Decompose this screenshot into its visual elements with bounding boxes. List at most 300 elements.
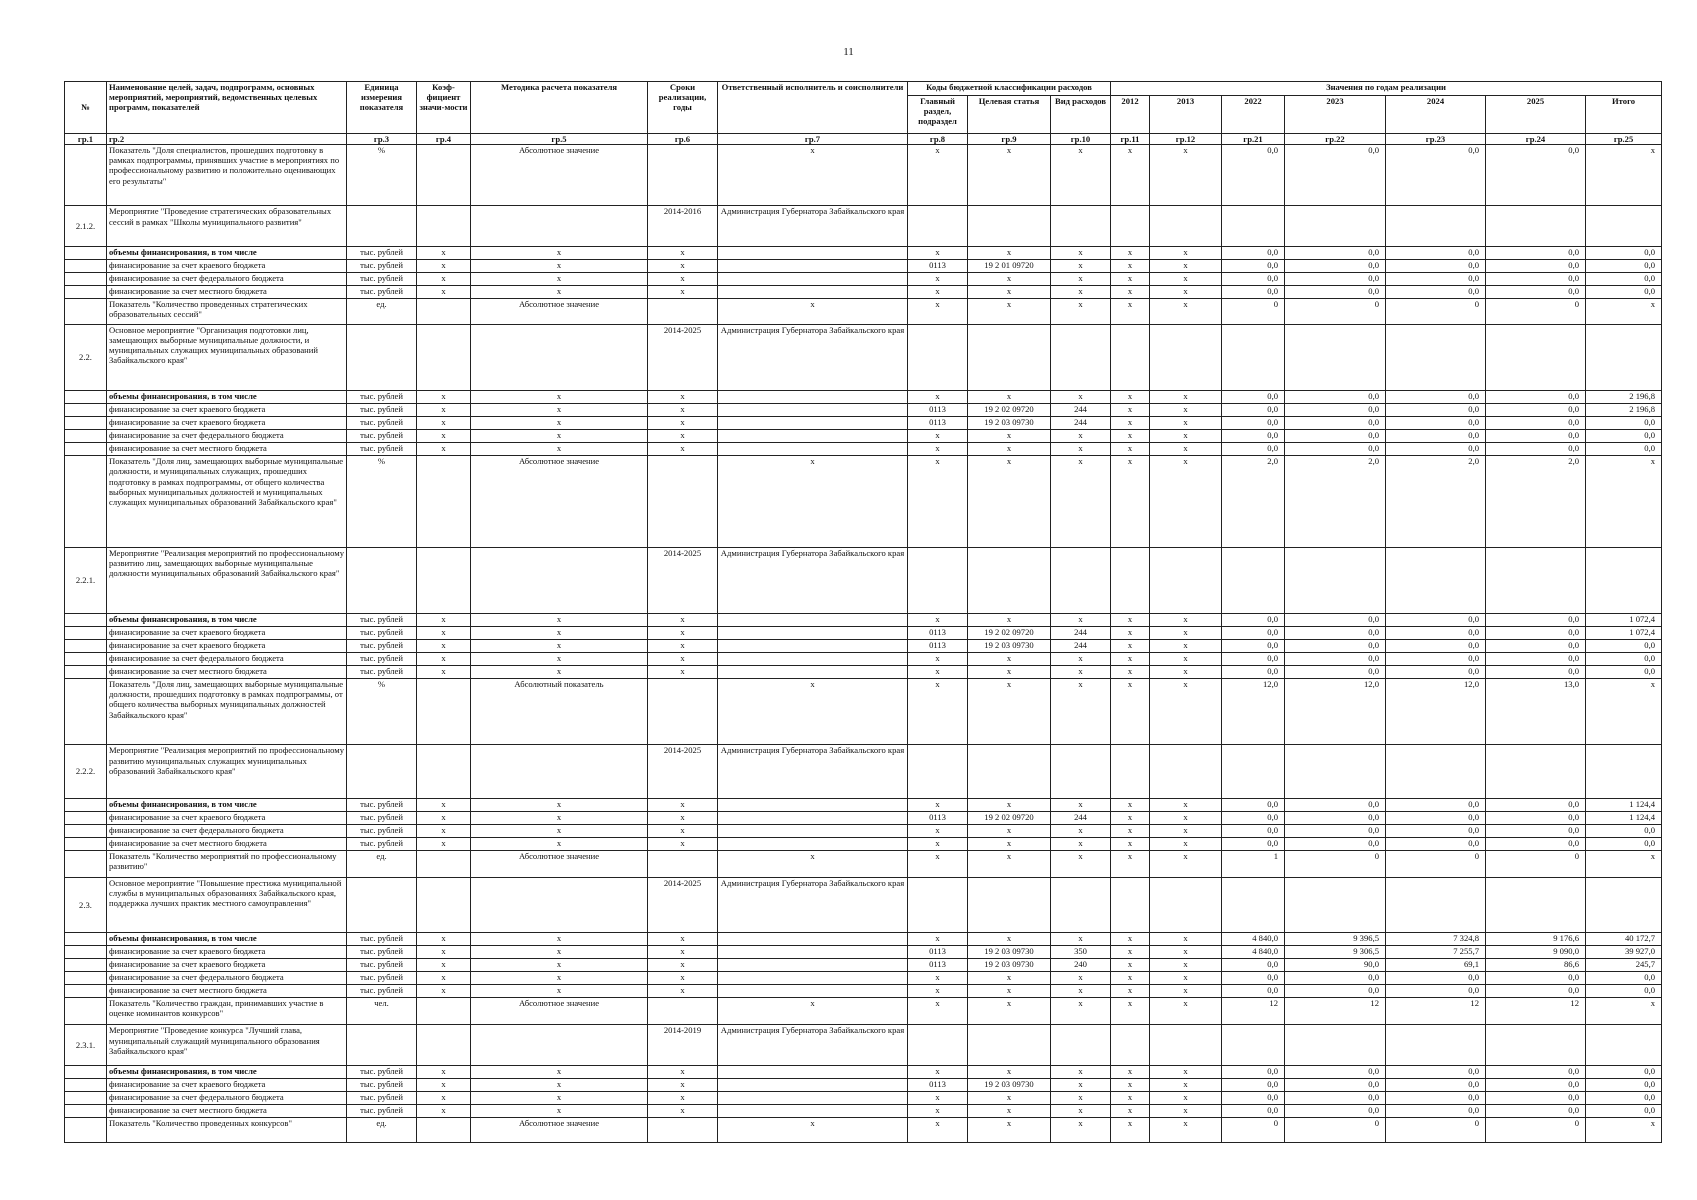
kbk-article-cell: x [968, 1104, 1051, 1117]
terms-cell: x [648, 1104, 718, 1117]
terms-cell: x [648, 259, 718, 272]
value-2025-cell: 0,0 [1486, 824, 1586, 837]
row-name-cell: Основное мероприятие "Повышение престижа муниципальной службы в муниципальных образованиях Забайкальского края, поддержка лучших практик местного самоуправления" [107, 877, 347, 932]
table-row [65, 246, 1662, 259]
row-number-cell [65, 1091, 107, 1104]
page-number: 11 [843, 46, 854, 58]
method-cell: Абсолютное значение [471, 998, 648, 1025]
row-number-cell [65, 1104, 107, 1117]
row-number-cell [65, 972, 107, 985]
value-2012-cell [1111, 877, 1150, 932]
unit-cell: тыс. рублей [347, 404, 417, 417]
executor-cell: x [718, 679, 908, 745]
value-2023-cell: 2,0 [1285, 456, 1386, 547]
value-2025-cell [1486, 206, 1586, 246]
value-2025-cell: 0,0 [1486, 985, 1586, 998]
row-number-cell [65, 1065, 107, 1078]
value-2025-cell: 0,0 [1486, 1078, 1586, 1091]
value-2023-cell: 0,0 [1285, 824, 1386, 837]
terms-cell [648, 298, 718, 324]
unit-cell: % [347, 679, 417, 745]
value-2013-cell: x [1150, 811, 1222, 824]
value-2025-cell: 0,0 [1486, 246, 1586, 259]
unit-cell: тыс. рублей [347, 259, 417, 272]
value-2023-cell: 0,0 [1285, 972, 1386, 985]
value-2013-cell: x [1150, 972, 1222, 985]
kbk-type-cell: x [1051, 430, 1111, 443]
col-total-header: Итого [1586, 96, 1662, 134]
kbk-main-cell: 0113 [908, 404, 968, 417]
value-total-cell: x [1586, 998, 1662, 1025]
coefficient-cell [417, 324, 471, 390]
value-2022-cell: 0,0 [1222, 1091, 1285, 1104]
unit-cell: % [347, 456, 417, 547]
value-2025-cell: 0,0 [1486, 145, 1586, 206]
value-2013-cell: x [1150, 837, 1222, 850]
unit-cell: % [347, 145, 417, 206]
terms-cell: x [648, 1078, 718, 1091]
value-2024-cell: 12 [1386, 998, 1486, 1025]
value-2025-cell: 0,0 [1486, 443, 1586, 456]
value-total-cell: 0,0 [1586, 972, 1662, 985]
value-2022-cell [1222, 547, 1285, 613]
group-number-cell: гр.24 [1486, 134, 1586, 145]
kbk-main-cell: x [908, 850, 968, 877]
kbk-type-cell: 244 [1051, 404, 1111, 417]
value-2023-cell [1285, 745, 1386, 798]
table-header [65, 82, 1662, 134]
executor-cell [718, 798, 908, 811]
kbk-article-cell: x [968, 837, 1051, 850]
value-2023-cell: 0,0 [1285, 1091, 1386, 1104]
coefficient-cell: x [417, 626, 471, 639]
value-2012-cell: x [1111, 145, 1150, 206]
value-2012-cell: x [1111, 404, 1150, 417]
kbk-main-cell: x [908, 298, 968, 324]
method-cell: x [471, 653, 648, 666]
method-cell: Абсолютное значение [471, 850, 648, 877]
terms-cell: x [648, 972, 718, 985]
method-cell [471, 1025, 648, 1065]
coefficient-cell: x [417, 430, 471, 443]
kbk-type-cell: x [1051, 837, 1111, 850]
coefficient-cell: x [417, 417, 471, 430]
value-2023-cell: 0,0 [1285, 639, 1386, 652]
value-2025-cell: 0,0 [1486, 626, 1586, 639]
coefficient-cell [417, 456, 471, 547]
value-total-cell: 0,0 [1586, 653, 1662, 666]
value-total-cell: 2 196,8 [1586, 391, 1662, 404]
row-number-cell [65, 430, 107, 443]
unit-cell: тыс. рублей [347, 933, 417, 946]
row-name-cell: Показатель "Доля лиц, замещающих выборные муниципальные должности, и муниципальных служащих, прошедших подготовку в рамках подпрограммы, от общего количества выборных муниципальных должностей и муниципальных служащих муниципальных образований Забайкальского края" [107, 456, 347, 547]
executor-cell [718, 1078, 908, 1091]
row-name-cell: объемы финансирования, в том числе [107, 1065, 347, 1078]
row-name-cell: финансирование за счет краевого бюджета [107, 259, 347, 272]
row-name-cell: Показатель "Количество проведенных стратегических образовательных сессий" [107, 298, 347, 324]
value-2023-cell: 0,0 [1285, 417, 1386, 430]
method-cell [471, 745, 648, 798]
kbk-main-cell: x [908, 798, 968, 811]
unit-cell [347, 1025, 417, 1065]
table-row [65, 613, 1662, 626]
coefficient-cell: x [417, 946, 471, 959]
row-number-cell [65, 145, 107, 206]
kbk-article-cell: x [968, 1065, 1051, 1078]
method-cell: x [471, 946, 648, 959]
row-number-cell [65, 456, 107, 547]
value-2025-cell [1486, 547, 1586, 613]
value-total-cell: x [1586, 1117, 1662, 1142]
value-total-cell: 1 072,4 [1586, 613, 1662, 626]
value-2025-cell: 12 [1486, 998, 1586, 1025]
row-number-cell: 2.3. [65, 877, 107, 932]
group-number-cell: гр.3 [347, 134, 417, 145]
value-2012-cell: x [1111, 456, 1150, 547]
coefficient-cell: x [417, 443, 471, 456]
kbk-type-cell: x [1051, 246, 1111, 259]
coefficient-cell [417, 206, 471, 246]
value-2022-cell: 4 840,0 [1222, 946, 1285, 959]
value-2025-cell: 0,0 [1486, 666, 1586, 679]
value-2023-cell: 0,0 [1285, 837, 1386, 850]
kbk-type-cell: 244 [1051, 811, 1111, 824]
row-name-cell: объемы финансирования, в том числе [107, 933, 347, 946]
table-row [65, 877, 1662, 932]
value-2022-cell [1222, 877, 1285, 932]
kbk-main-cell: x [908, 666, 968, 679]
unit-cell: тыс. рублей [347, 1091, 417, 1104]
method-cell: x [471, 626, 648, 639]
unit-cell: тыс. рублей [347, 272, 417, 285]
kbk-type-cell: x [1051, 798, 1111, 811]
group-number-cell: гр.5 [471, 134, 648, 145]
kbk-main-cell: 0113 [908, 259, 968, 272]
table-row [65, 298, 1662, 324]
value-2022-cell: 0,0 [1222, 391, 1285, 404]
value-2022-cell: 0 [1222, 298, 1285, 324]
row-name-cell: финансирование за счет краевого бюджета [107, 811, 347, 824]
terms-cell: x [648, 666, 718, 679]
value-2012-cell: x [1111, 933, 1150, 946]
value-2022-cell: 0,0 [1222, 837, 1285, 850]
kbk-main-cell: x [908, 837, 968, 850]
coefficient-cell: x [417, 837, 471, 850]
kbk-article-cell: x [968, 456, 1051, 547]
method-cell: x [471, 837, 648, 850]
row-number-cell [65, 998, 107, 1025]
kbk-article-cell: x [968, 272, 1051, 285]
method-cell: x [471, 259, 648, 272]
coefficient-cell: x [417, 404, 471, 417]
row-name-cell: Мероприятие "Реализация мероприятий по профессиональному развитию лиц, замещающих выборные муниципальные должности муниципальных образований Забайкальского края" [107, 547, 347, 613]
row-name-cell: Показатель "Доля специалистов, прошедших подготовку в рамках подпрограммы, принявших участие в мероприятиях по профессиональному развитию и положительно оценивающих его результаты" [107, 145, 347, 206]
value-2023-cell: 0 [1285, 850, 1386, 877]
value-2022-cell: 0 [1222, 1117, 1285, 1142]
unit-cell: тыс. рублей [347, 985, 417, 998]
value-2025-cell: 0,0 [1486, 285, 1586, 298]
row-name-cell: финансирование за счет федерального бюджета [107, 430, 347, 443]
value-total-cell: 0,0 [1586, 639, 1662, 652]
row-name-cell: финансирование за счет краевого бюджета [107, 639, 347, 652]
row-name-cell: объемы финансирования, в том числе [107, 798, 347, 811]
value-2022-cell: 12 [1222, 998, 1285, 1025]
value-2024-cell: 0,0 [1386, 391, 1486, 404]
unit-cell: тыс. рублей [347, 613, 417, 626]
table-row [65, 679, 1662, 745]
value-2013-cell: x [1150, 1104, 1222, 1117]
unit-cell: тыс. рублей [347, 811, 417, 824]
value-2025-cell: 0,0 [1486, 798, 1586, 811]
table-row [65, 1065, 1662, 1078]
kbk-type-cell [1051, 745, 1111, 798]
method-cell: x [471, 985, 648, 998]
row-number-cell [65, 443, 107, 456]
value-2013-cell: x [1150, 946, 1222, 959]
unit-cell [347, 206, 417, 246]
coefficient-cell: x [417, 272, 471, 285]
value-2013-cell: x [1150, 259, 1222, 272]
value-total-cell [1586, 745, 1662, 798]
value-2024-cell: 0,0 [1386, 404, 1486, 417]
table-row [65, 1104, 1662, 1117]
value-2013-cell [1150, 206, 1222, 246]
value-total-cell: 0,0 [1586, 246, 1662, 259]
executor-cell [718, 837, 908, 850]
coefficient-cell [417, 877, 471, 932]
executor-cell [718, 933, 908, 946]
table-row [65, 959, 1662, 972]
row-name-cell: финансирование за счет краевого бюджета [107, 404, 347, 417]
method-cell: Абсолютное значение [471, 456, 648, 547]
row-number-cell [65, 824, 107, 837]
col-2022-header: 2022 [1222, 96, 1285, 134]
terms-cell: x [648, 430, 718, 443]
executor-cell: Администрация Губернатора Забайкальского края [718, 1025, 908, 1065]
value-2024-cell: 0,0 [1386, 417, 1486, 430]
coefficient-cell [417, 998, 471, 1025]
terms-cell [648, 145, 718, 206]
value-2012-cell: x [1111, 946, 1150, 959]
executor-cell [718, 613, 908, 626]
value-2013-cell: x [1150, 246, 1222, 259]
coefficient-cell: x [417, 798, 471, 811]
unit-cell: тыс. рублей [347, 417, 417, 430]
table-row [65, 1091, 1662, 1104]
method-cell [471, 877, 648, 932]
value-total-cell [1586, 877, 1662, 932]
group-number-cell: гр.8 [908, 134, 968, 145]
kbk-article-cell: x [968, 443, 1051, 456]
value-2023-cell [1285, 547, 1386, 613]
method-cell: x [471, 430, 648, 443]
table-row [65, 391, 1662, 404]
table-row [65, 443, 1662, 456]
col-num-header: № [65, 82, 107, 134]
value-2022-cell: 0,0 [1222, 145, 1285, 206]
kbk-main-cell: x [908, 145, 968, 206]
unit-cell: тыс. рублей [347, 626, 417, 639]
kbk-type-cell: x [1051, 1065, 1111, 1078]
kbk-main-cell: x [908, 653, 968, 666]
executor-cell: x [718, 145, 908, 206]
group-number-cell: гр.11 [1111, 134, 1150, 145]
row-number-cell [65, 933, 107, 946]
value-2025-cell: 0,0 [1486, 259, 1586, 272]
method-cell: x [471, 959, 648, 972]
coefficient-cell [417, 679, 471, 745]
value-2022-cell: 0,0 [1222, 972, 1285, 985]
unit-cell [347, 547, 417, 613]
value-2024-cell: 0,0 [1386, 824, 1486, 837]
table-row [65, 285, 1662, 298]
value-2022-cell: 0,0 [1222, 272, 1285, 285]
kbk-article-cell: 19 2 03 09730 [968, 959, 1051, 972]
row-number-cell [65, 1117, 107, 1142]
kbk-main-cell: 0113 [908, 1078, 968, 1091]
value-total-cell: 0,0 [1586, 272, 1662, 285]
coefficient-cell: x [417, 811, 471, 824]
value-total-cell: 39 927,0 [1586, 946, 1662, 959]
row-number-cell [65, 959, 107, 972]
executor-cell: Администрация Губернатора Забайкальского края [718, 206, 908, 246]
value-2022-cell: 0,0 [1222, 1078, 1285, 1091]
terms-cell: x [648, 626, 718, 639]
kbk-type-cell: 240 [1051, 959, 1111, 972]
value-2022-cell: 0,0 [1222, 259, 1285, 272]
row-name-cell: финансирование за счет федерального бюджета [107, 653, 347, 666]
kbk-article-cell: x [968, 933, 1051, 946]
row-number-cell [65, 285, 107, 298]
row-name-cell: финансирование за счет местного бюджета [107, 837, 347, 850]
table-row [65, 811, 1662, 824]
executor-cell: x [718, 298, 908, 324]
value-2022-cell: 0,0 [1222, 246, 1285, 259]
unit-cell [347, 877, 417, 932]
method-cell: x [471, 1078, 648, 1091]
executor-cell [718, 972, 908, 985]
value-2025-cell: 0,0 [1486, 837, 1586, 850]
executor-cell: x [718, 1117, 908, 1142]
kbk-type-cell [1051, 877, 1111, 932]
value-2022-cell: 0,0 [1222, 443, 1285, 456]
value-2022-cell: 0,0 [1222, 798, 1285, 811]
row-number-cell [65, 653, 107, 666]
value-2012-cell: x [1111, 1117, 1150, 1142]
kbk-article-cell: x [968, 298, 1051, 324]
kbk-main-cell: x [908, 985, 968, 998]
kbk-type-cell: x [1051, 443, 1111, 456]
executor-cell [718, 404, 908, 417]
executor-cell: Администрация Губернатора Забайкальского края [718, 324, 908, 390]
unit-cell: тыс. рублей [347, 1078, 417, 1091]
value-total-cell: 1 124,4 [1586, 811, 1662, 824]
kbk-type-cell [1051, 324, 1111, 390]
executor-cell [718, 1104, 908, 1117]
row-number-cell [65, 850, 107, 877]
value-2024-cell: 7 255,7 [1386, 946, 1486, 959]
program-table [64, 81, 1662, 1143]
value-2022-cell: 2,0 [1222, 456, 1285, 547]
kbk-article-cell [968, 547, 1051, 613]
method-cell: x [471, 285, 648, 298]
kbk-main-cell: x [908, 391, 968, 404]
value-2025-cell [1486, 877, 1586, 932]
value-2023-cell: 0,0 [1285, 285, 1386, 298]
value-2012-cell: x [1111, 666, 1150, 679]
kbk-type-cell: 350 [1051, 946, 1111, 959]
value-2013-cell [1150, 547, 1222, 613]
kbk-type-cell: x [1051, 1117, 1111, 1142]
terms-cell: x [648, 959, 718, 972]
value-total-cell [1586, 1025, 1662, 1065]
method-cell [471, 547, 648, 613]
col-2013-header: 2013 [1150, 96, 1222, 134]
coefficient-cell: x [417, 1104, 471, 1117]
value-total-cell: 1 072,4 [1586, 626, 1662, 639]
table-row [65, 653, 1662, 666]
kbk-article-cell: x [968, 1091, 1051, 1104]
value-2023-cell [1285, 1025, 1386, 1065]
unit-cell: тыс. рублей [347, 1065, 417, 1078]
value-2012-cell [1111, 547, 1150, 613]
value-2023-cell: 0,0 [1285, 811, 1386, 824]
coefficient-cell [417, 1117, 471, 1142]
value-2013-cell: x [1150, 653, 1222, 666]
value-2022-cell: 0,0 [1222, 959, 1285, 972]
value-2012-cell: x [1111, 837, 1150, 850]
kbk-type-cell: x [1051, 456, 1111, 547]
row-name-cell: финансирование за счет федерального бюджета [107, 272, 347, 285]
kbk-article-cell: x [968, 850, 1051, 877]
value-2022-cell: 4 840,0 [1222, 933, 1285, 946]
unit-cell [347, 324, 417, 390]
value-2012-cell: x [1111, 850, 1150, 877]
kbk-article-cell: 19 2 02 09720 [968, 626, 1051, 639]
method-cell: Абсолютное значение [471, 298, 648, 324]
value-2023-cell: 0,0 [1285, 1065, 1386, 1078]
value-2022-cell: 0,0 [1222, 1065, 1285, 1078]
method-cell: Абсолютное значение [471, 1117, 648, 1142]
row-number-cell [65, 837, 107, 850]
kbk-type-cell: x [1051, 272, 1111, 285]
value-2024-cell: 0,0 [1386, 1091, 1486, 1104]
kbk-article-cell: 19 2 02 09720 [968, 811, 1051, 824]
executor-cell [718, 417, 908, 430]
value-2013-cell: x [1150, 1117, 1222, 1142]
value-2024-cell: 0 [1386, 298, 1486, 324]
row-name-cell: объемы финансирования, в том числе [107, 391, 347, 404]
value-2025-cell: 2,0 [1486, 456, 1586, 547]
value-total-cell [1586, 547, 1662, 613]
value-2012-cell: x [1111, 613, 1150, 626]
value-2023-cell: 0,0 [1285, 391, 1386, 404]
kbk-main-cell: 0113 [908, 417, 968, 430]
terms-cell [648, 679, 718, 745]
method-cell: x [471, 391, 648, 404]
table-row [65, 324, 1662, 390]
value-total-cell [1586, 324, 1662, 390]
kbk-article-cell: x [968, 666, 1051, 679]
value-2023-cell: 90,0 [1285, 959, 1386, 972]
kbk-main-cell: x [908, 824, 968, 837]
executor-cell [718, 985, 908, 998]
coefficient-cell: x [417, 391, 471, 404]
value-2023-cell: 0,0 [1285, 1078, 1386, 1091]
value-total-cell: x [1586, 456, 1662, 547]
terms-cell: 2014-2016 [648, 206, 718, 246]
value-2023-cell: 0 [1285, 1117, 1386, 1142]
